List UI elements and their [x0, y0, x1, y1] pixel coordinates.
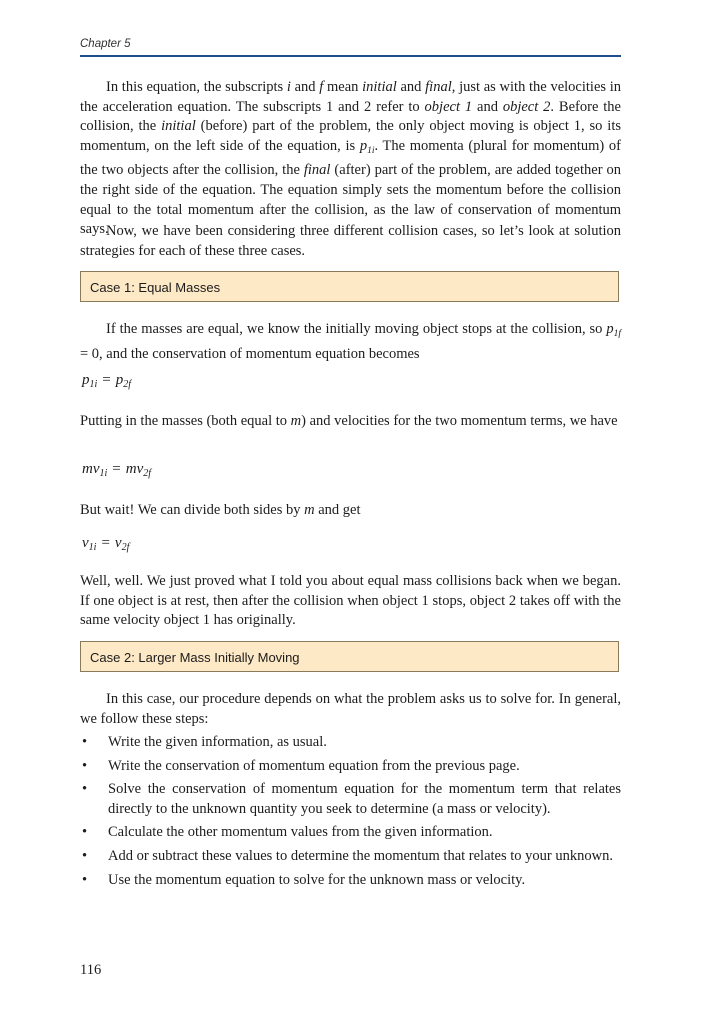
bullet-icon: •: [82, 847, 88, 864]
bullet-icon: •: [82, 757, 88, 774]
bullet-icon: •: [82, 734, 88, 750]
case2-heading-box: Case 2: Larger Mass Initially Moving: [80, 641, 619, 672]
list-item: • Use the momentum equation to solve for the unknown mass or velocity.: [80, 871, 621, 891]
page-number: 116: [80, 962, 102, 978]
bullet-icon: •: [82, 871, 88, 888]
paragraph-collision-cases: Now, we have been considering three different collision cases, so let’s look at solution strategies for each of these three cases.: [80, 223, 621, 259]
chapter-header: Chapter 5: [80, 38, 131, 50]
paragraph-divide-by-m: But wait! We can divide both sides by m and get: [80, 502, 361, 518]
equation-v1i-equals-v2f: $v_{1i} = v_{2f}$: [82, 535, 130, 553]
list-item: • Add or subtract these values to determine the momentum that relates to your unknown.: [80, 847, 621, 867]
equation-mv1i-equals-mv2f: $mv_{1i} = mv_{2f}$: [82, 461, 152, 479]
paragraph-procedure: In this case, our procedure depends on what the problem asks us to solve for. In general, we follow these steps:: [80, 691, 621, 727]
case1-heading-box: Case 1: Equal Masses: [80, 271, 619, 302]
list-item: • Solve the conservation of momentum equation for the momentum term that relates directly to the unknown quantity you seek to determine (a mass or velocity).: [82, 781, 621, 817]
bullet-icon: •: [82, 781, 88, 798]
list-item: • Calculate the other momentum values from the given information.: [80, 823, 621, 843]
paragraph-subscripts: In this equation, the subscripts i and f mean initial and final, just as with the velocities in the acceleration equation. The subscripts 1 and 2 refer to object 1 and object 2. Before the collision, the initial (before) part of the problem, the only object moving is object 1, so its momentum, on the left side of the equation, is $p_{1i}$. The momenta (plural for momentum) of the two objects after the collision, the final (after) part of the problem, are added together on the right side of the equation. The equation simply sets the momentum before the collision equal to the total momentum after the collision, as the law of conservation of momentum says.: [80, 79, 622, 238]
paragraph-putting-masses: Putting in the masses (both equal to m) and velocities for the two momentum terms, we have: [80, 413, 618, 429]
bullet-icon: •: [82, 824, 88, 841]
list-item: • Write the given information, as usual.: [80, 733, 621, 753]
header-rule: [80, 55, 621, 57]
steps-list: [80, 733, 621, 894]
paragraph-equal-masses: If the masses are equal, we know the initially moving object stops at the collision, so $p_{1f} = 0$, and the conservation of momentum equation becomes: [80, 321, 621, 362]
list-item: • Write the conservation of momentum equation from the previous page.: [80, 757, 621, 777]
equation-p1i-equals-p2f: $p_{1i} = p_{2f}$: [82, 372, 132, 390]
paragraph-well-well: Well, well. We just proved what I told you about equal mass collisions back when we began. If one object is at rest, then after the collision when object 1 stops, object 2 takes off with the same velocity object 1 has originally.: [80, 573, 621, 629]
